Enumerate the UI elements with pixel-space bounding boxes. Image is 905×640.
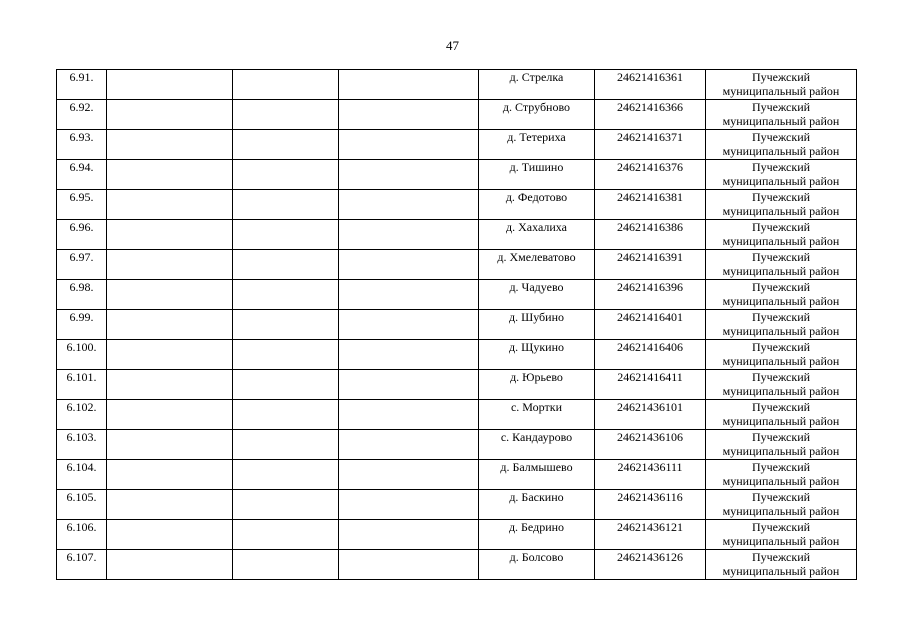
empty-cell-1 — [107, 100, 233, 130]
empty-cell-2 — [233, 400, 339, 430]
district-type-line: муниципальный район — [722, 414, 840, 428]
district-name-line: Пучежский — [751, 520, 811, 534]
row-number-cell: 6.107. — [57, 550, 107, 580]
empty-cell-3 — [339, 130, 479, 160]
table-row — [57, 250, 857, 280]
empty-cell-2 — [233, 220, 339, 250]
district-name-line: Пучежский — [751, 490, 811, 504]
district-cell — [706, 340, 857, 370]
empty-cell-3 — [339, 460, 479, 490]
district-type-line: муниципальный район — [722, 84, 840, 98]
empty-cell-2 — [233, 310, 339, 340]
empty-cell-1 — [107, 190, 233, 220]
empty-cell-1 — [107, 430, 233, 460]
row-number-cell: 6.99. — [57, 310, 107, 340]
district-cell — [706, 370, 857, 400]
table-row — [57, 70, 857, 100]
empty-cell-1 — [107, 310, 233, 340]
district-cell — [706, 310, 857, 340]
district-cell — [706, 190, 857, 220]
settlement-name-cell: д. Баскино — [479, 490, 595, 520]
settlement-name-cell: д. Юрьево — [479, 370, 595, 400]
oktmo-code-cell: 24621416366 — [595, 100, 706, 130]
district-cell — [706, 400, 857, 430]
empty-cell-1 — [107, 550, 233, 580]
district-cell — [706, 520, 857, 550]
oktmo-code-cell: 24621416371 — [595, 130, 706, 160]
empty-cell-1 — [107, 250, 233, 280]
row-number-cell: 6.93. — [57, 130, 107, 160]
table-body — [57, 70, 857, 580]
settlement-name-cell: д. Тетериха — [479, 130, 595, 160]
district-cell — [706, 460, 857, 490]
row-number-cell: 6.101. — [57, 370, 107, 400]
row-number-cell: 6.91. — [57, 70, 107, 100]
oktmo-code-cell: 24621436101 — [595, 400, 706, 430]
empty-cell-3 — [339, 220, 479, 250]
empty-cell-3 — [339, 340, 479, 370]
district-cell — [706, 70, 857, 100]
row-number-cell: 6.96. — [57, 220, 107, 250]
oktmo-code-cell: 24621416376 — [595, 160, 706, 190]
district-type-line: муниципальный район — [722, 294, 840, 308]
empty-cell-2 — [233, 370, 339, 400]
oktmo-code-cell: 24621436116 — [595, 490, 706, 520]
oktmo-code-cell: 24621416361 — [595, 70, 706, 100]
row-number-cell: 6.92. — [57, 100, 107, 130]
empty-cell-2 — [233, 340, 339, 370]
table-row — [57, 550, 857, 580]
district-name-line: Пучежский — [751, 250, 811, 264]
empty-cell-3 — [339, 430, 479, 460]
district-type-line: муниципальный район — [722, 534, 840, 548]
settlement-name-cell: д. Струбново — [479, 100, 595, 130]
row-number-cell: 6.104. — [57, 460, 107, 490]
district-name-line: Пучежский — [751, 100, 811, 114]
empty-cell-1 — [107, 370, 233, 400]
row-number-cell: 6.106. — [57, 520, 107, 550]
row-number-cell: 6.95. — [57, 190, 107, 220]
empty-cell-1 — [107, 130, 233, 160]
empty-cell-1 — [107, 490, 233, 520]
empty-cell-2 — [233, 70, 339, 100]
empty-cell-3 — [339, 400, 479, 430]
settlement-name-cell: д. Болсово — [479, 550, 595, 580]
empty-cell-1 — [107, 340, 233, 370]
district-type-line: муниципальный район — [722, 504, 840, 518]
district-cell — [706, 280, 857, 310]
empty-cell-3 — [339, 490, 479, 520]
table-row — [57, 130, 857, 160]
district-name-line: Пучежский — [751, 460, 811, 474]
row-number-cell: 6.94. — [57, 160, 107, 190]
oktmo-code-cell: 24621436121 — [595, 520, 706, 550]
settlement-name-cell: д. Хахалиха — [479, 220, 595, 250]
district-type-line: муниципальный район — [722, 234, 840, 248]
empty-cell-2 — [233, 130, 339, 160]
table-row — [57, 100, 857, 130]
empty-cell-2 — [233, 250, 339, 280]
table-row — [57, 370, 857, 400]
empty-cell-3 — [339, 370, 479, 400]
empty-cell-3 — [339, 520, 479, 550]
table-row — [57, 220, 857, 250]
empty-cell-3 — [339, 310, 479, 340]
settlement-name-cell: д. Бедрино — [479, 520, 595, 550]
district-cell — [706, 550, 857, 580]
settlement-name-cell: с. Мортки — [479, 400, 595, 430]
district-type-line: муниципальный район — [722, 474, 840, 488]
empty-cell-2 — [233, 280, 339, 310]
oktmo-code-cell: 24621436126 — [595, 550, 706, 580]
row-number-cell: 6.97. — [57, 250, 107, 280]
oktmo-code-cell: 24621416406 — [595, 340, 706, 370]
oktmo-code-cell: 24621436111 — [595, 460, 706, 490]
table-row — [57, 430, 857, 460]
district-type-line: муниципальный район — [722, 204, 840, 218]
empty-cell-3 — [339, 280, 479, 310]
district-type-line: муниципальный район — [722, 324, 840, 338]
district-name-line: Пучежский — [751, 160, 811, 174]
district-name-line: Пучежский — [751, 400, 811, 414]
district-name-line: Пучежский — [751, 310, 811, 324]
district-cell — [706, 100, 857, 130]
oktmo-code-cell: 24621416386 — [595, 220, 706, 250]
district-type-line: муниципальный район — [722, 444, 840, 458]
district-name-line: Пучежский — [751, 190, 811, 204]
district-cell — [706, 130, 857, 160]
settlement-name-cell: д. Тишино — [479, 160, 595, 190]
district-name-line: Пучежский — [751, 340, 811, 354]
empty-cell-2 — [233, 520, 339, 550]
district-type-line: муниципальный район — [722, 174, 840, 188]
oktmo-code-cell: 24621416401 — [595, 310, 706, 340]
empty-cell-2 — [233, 160, 339, 190]
page-number: 47 — [446, 38, 459, 53]
row-number-cell: 6.105. — [57, 490, 107, 520]
district-cell — [706, 250, 857, 280]
district-cell — [706, 490, 857, 520]
table-row — [57, 160, 857, 190]
table-row — [57, 310, 857, 340]
district-name-line: Пучежский — [751, 430, 811, 444]
table-row — [57, 460, 857, 490]
settlement-name-cell: д. Чадуево — [479, 280, 595, 310]
table-row — [57, 280, 857, 310]
empty-cell-1 — [107, 400, 233, 430]
settlement-name-cell: д. Щукино — [479, 340, 595, 370]
settlement-name-cell: д. Шубино — [479, 310, 595, 340]
table-row — [57, 490, 857, 520]
district-cell — [706, 220, 857, 250]
empty-cell-3 — [339, 100, 479, 130]
district-type-line: муниципальный район — [722, 564, 840, 578]
oktmo-code-cell: 24621416381 — [595, 190, 706, 220]
settlement-name-cell: д. Хмелеватово — [479, 250, 595, 280]
empty-cell-3 — [339, 190, 479, 220]
row-number-cell: 6.100. — [57, 340, 107, 370]
district-name-line: Пучежский — [751, 550, 811, 564]
settlement-name-cell: с. Кандаурово — [479, 430, 595, 460]
settlement-name-cell: д. Стрелка — [479, 70, 595, 100]
empty-cell-1 — [107, 220, 233, 250]
table-row — [57, 400, 857, 430]
settlement-name-cell: д. Балмышево — [479, 460, 595, 490]
empty-cell-3 — [339, 250, 479, 280]
table-row — [57, 190, 857, 220]
empty-cell-3 — [339, 160, 479, 190]
empty-cell-2 — [233, 550, 339, 580]
district-type-line: муниципальный район — [722, 354, 840, 368]
district-name-line: Пучежский — [751, 130, 811, 144]
empty-cell-1 — [107, 70, 233, 100]
empty-cell-2 — [233, 430, 339, 460]
empty-cell-2 — [233, 190, 339, 220]
empty-cell-2 — [233, 460, 339, 490]
row-number-cell: 6.98. — [57, 280, 107, 310]
empty-cell-1 — [107, 520, 233, 550]
district-name-line: Пучежский — [751, 70, 811, 84]
empty-cell-3 — [339, 70, 479, 100]
oktmo-code-cell: 24621436106 — [595, 430, 706, 460]
district-type-line: муниципальный район — [722, 144, 840, 158]
district-type-line: муниципальный район — [722, 384, 840, 398]
oktmo-code-cell: 24621416411 — [595, 370, 706, 400]
settlement-name-cell: д. Федотово — [479, 190, 595, 220]
empty-cell-2 — [233, 100, 339, 130]
empty-cell-1 — [107, 460, 233, 490]
district-cell — [706, 430, 857, 460]
oktmo-code-cell: 24621416391 — [595, 250, 706, 280]
district-name-line: Пучежский — [751, 370, 811, 384]
row-number-cell: 6.102. — [57, 400, 107, 430]
row-number-cell: 6.103. — [57, 430, 107, 460]
empty-cell-3 — [339, 550, 479, 580]
empty-cell-1 — [107, 280, 233, 310]
district-type-line: муниципальный район — [722, 114, 840, 128]
empty-cell-1 — [107, 160, 233, 190]
district-type-line: муниципальный район — [722, 264, 840, 278]
table-row — [57, 340, 857, 370]
district-name-line: Пучежский — [751, 220, 811, 234]
district-name-line: Пучежский — [751, 280, 811, 294]
table-row — [57, 520, 857, 550]
oktmo-code-cell: 24621416396 — [595, 280, 706, 310]
registry-table — [56, 69, 857, 580]
district-cell — [706, 160, 857, 190]
empty-cell-2 — [233, 490, 339, 520]
